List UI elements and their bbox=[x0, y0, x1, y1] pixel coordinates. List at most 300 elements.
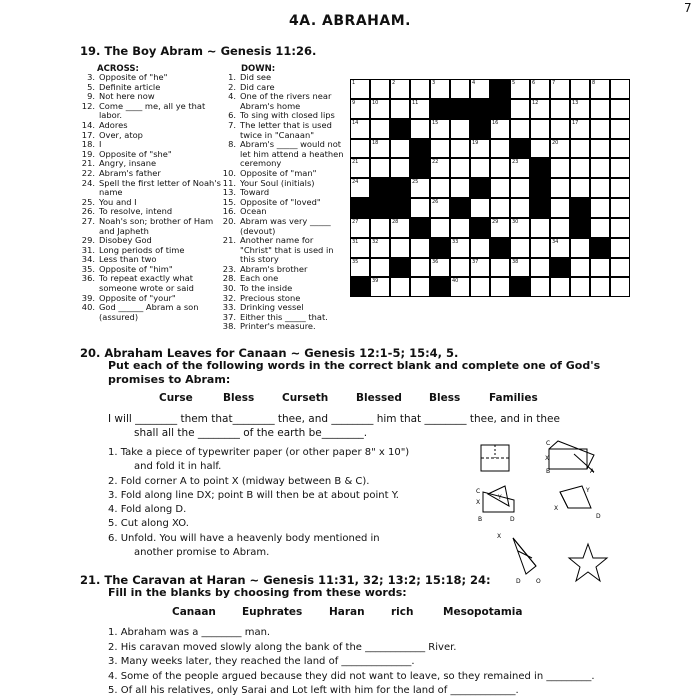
crossword-cell[interactable] bbox=[610, 158, 630, 178]
clue-text: Abram was very _____ (devout) bbox=[240, 215, 331, 236]
crossword-black-cell bbox=[530, 178, 550, 198]
crossword-black-cell bbox=[450, 198, 470, 218]
crossword-cell[interactable] bbox=[430, 158, 450, 178]
clue-across bbox=[78, 274, 226, 293]
crossword-cell[interactable] bbox=[550, 218, 570, 238]
across-clues bbox=[78, 73, 226, 322]
crossword-cell[interactable] bbox=[490, 119, 510, 139]
word-bank-item: Canaan bbox=[172, 606, 216, 618]
crossword-cell[interactable] bbox=[530, 277, 550, 297]
crossword-cell[interactable] bbox=[450, 238, 470, 258]
clue-text: Disobey God bbox=[99, 235, 152, 246]
crossword-cell[interactable] bbox=[610, 277, 630, 297]
star-icon bbox=[569, 544, 607, 581]
crossword-cell[interactable] bbox=[390, 238, 410, 258]
crossword-cell[interactable] bbox=[510, 79, 530, 99]
crossword-cell[interactable] bbox=[350, 158, 370, 178]
section-21-instruction: Fill in the blanks by choosing from these words: bbox=[108, 586, 407, 599]
clue-down bbox=[219, 236, 345, 265]
crossword-cell[interactable] bbox=[570, 277, 590, 297]
crossword-black-cell bbox=[590, 238, 610, 258]
crossword-cell-number: 18 bbox=[372, 139, 379, 146]
crossword-black-cell bbox=[430, 238, 450, 258]
clue-text: Did see bbox=[240, 72, 272, 82]
step: 2. Fold corner A to point X (midway between B & C). bbox=[108, 475, 370, 487]
clue-text: Another name for "Christ" that is used in this story bbox=[240, 235, 334, 265]
crossword-cell[interactable] bbox=[470, 198, 490, 218]
crossword-cell[interactable] bbox=[510, 178, 530, 198]
crossword-cell[interactable] bbox=[550, 79, 570, 99]
clue-number: 6. bbox=[228, 110, 236, 121]
crossword-cell[interactable] bbox=[590, 79, 610, 99]
clue-down bbox=[219, 73, 345, 83]
word-bank-item: Families bbox=[489, 392, 538, 404]
clue-text: Not here now bbox=[99, 91, 155, 102]
clue-text: Drinking vessel bbox=[240, 302, 304, 313]
clue-number: 37. bbox=[222, 311, 236, 322]
clue-number: 21. bbox=[222, 235, 236, 246]
crossword-cell[interactable] bbox=[590, 258, 610, 278]
crossword-cell[interactable] bbox=[610, 258, 630, 278]
step: 5. Cut along XO. bbox=[108, 518, 189, 530]
clue-number: 3. bbox=[87, 72, 95, 82]
section-20-heading: 20. Abraham Leaves for Canaan ~ Genesis 12:1-5; 15:4, 5. bbox=[80, 346, 459, 360]
crossword-cell[interactable] bbox=[490, 139, 510, 159]
crossword-cell[interactable] bbox=[490, 258, 510, 278]
crossword-cell[interactable] bbox=[570, 79, 590, 99]
clue-number: 20. bbox=[222, 215, 236, 226]
crossword-black-cell bbox=[390, 198, 410, 218]
crossword-black-cell bbox=[370, 178, 390, 198]
crossword-cell[interactable] bbox=[390, 218, 410, 238]
crossword-cell[interactable] bbox=[350, 258, 370, 278]
clue-number: 32. bbox=[222, 292, 236, 303]
crossword-cell[interactable] bbox=[590, 99, 610, 119]
crossword-cell[interactable] bbox=[350, 99, 370, 119]
word-bank-item: Haran bbox=[329, 606, 365, 618]
section-21-heading: 21. The Caravan at Haran ~ Genesis 11:31, 32; 13:2; 15:18; 24: bbox=[80, 573, 491, 587]
clue-text: Precious stone bbox=[240, 292, 301, 303]
svg-text:X: X bbox=[545, 455, 550, 462]
crossword-cell[interactable] bbox=[470, 277, 490, 297]
clue-text: Definite article bbox=[99, 81, 161, 92]
crossword-cell[interactable] bbox=[430, 79, 450, 99]
crossword-cell[interactable] bbox=[490, 158, 510, 178]
clue-text: Abram's _____ would not let him attend a heathen ceremony bbox=[240, 139, 344, 169]
crossword-cell[interactable] bbox=[390, 99, 410, 119]
crossword-cell[interactable] bbox=[610, 99, 630, 119]
crossword-cell[interactable] bbox=[430, 258, 450, 278]
crossword-cell[interactable] bbox=[590, 158, 610, 178]
crossword-cell[interactable] bbox=[470, 79, 490, 99]
clue-down bbox=[219, 179, 345, 189]
crossword-cell[interactable] bbox=[410, 198, 430, 218]
crossword-cell[interactable] bbox=[410, 79, 430, 99]
clue-number: 25. bbox=[81, 196, 95, 207]
crossword-cell[interactable] bbox=[430, 119, 450, 139]
crossword-cell[interactable] bbox=[410, 99, 430, 119]
crossword-cell[interactable] bbox=[370, 277, 390, 297]
crossword-cell[interactable] bbox=[450, 79, 470, 99]
crossword-cell[interactable] bbox=[610, 178, 630, 198]
clue-text: Ocean bbox=[240, 206, 267, 217]
crossword-grid[interactable] bbox=[350, 79, 630, 317]
crossword-cell[interactable] bbox=[490, 198, 510, 218]
crossword-cell[interactable] bbox=[430, 198, 450, 218]
crossword-cell[interactable] bbox=[550, 158, 570, 178]
crossword-cell[interactable] bbox=[370, 238, 390, 258]
clue-text: Spell the first letter of Noah's name bbox=[99, 177, 221, 198]
svg-text:Y: Y bbox=[586, 487, 590, 494]
clue-number: 29. bbox=[81, 235, 95, 246]
crossword-cell[interactable] bbox=[450, 119, 470, 139]
clue-number: 10. bbox=[222, 167, 236, 178]
crossword-cell[interactable] bbox=[350, 139, 370, 159]
fill-in-questions bbox=[108, 626, 595, 699]
crossword-cell[interactable] bbox=[570, 99, 590, 119]
crossword-black-cell bbox=[430, 277, 450, 297]
crossword-cell-number: 22 bbox=[432, 159, 439, 166]
crossword-cell[interactable] bbox=[510, 238, 530, 258]
svg-text:C: C bbox=[476, 488, 481, 495]
crossword-cell-number: 31 bbox=[352, 238, 359, 245]
clue-text: God ______ Abram a son (assured) bbox=[99, 302, 199, 322]
crossword-cell[interactable] bbox=[370, 218, 390, 238]
step: 4. Fold along D. bbox=[108, 504, 187, 516]
clue-down bbox=[219, 92, 345, 111]
step: 6. Unfold. You will have a heavenly body mentioned in bbox=[108, 532, 380, 544]
crossword-cell-number: 13 bbox=[572, 99, 579, 106]
crossword-black-cell bbox=[450, 99, 470, 119]
crossword-cell[interactable] bbox=[510, 258, 530, 278]
svg-text:B: B bbox=[478, 516, 483, 523]
clue-number: 36. bbox=[81, 273, 95, 284]
clue-text: To sing with closed lips bbox=[240, 110, 335, 121]
crossword-cell[interactable] bbox=[510, 119, 530, 139]
crossword-cell[interactable] bbox=[370, 99, 390, 119]
crossword-cell[interactable] bbox=[570, 178, 590, 198]
clue-number: 24. bbox=[81, 177, 95, 188]
crossword-cell-number: 28 bbox=[392, 218, 399, 225]
crossword-cell[interactable] bbox=[550, 238, 570, 258]
crossword-cell[interactable] bbox=[470, 258, 490, 278]
crossword-cell[interactable] bbox=[370, 139, 390, 159]
clue-number: 27. bbox=[81, 215, 95, 226]
page-title: 4A. ABRAHAM. bbox=[289, 13, 411, 29]
svg-text:X: X bbox=[497, 533, 502, 540]
crossword-cell[interactable] bbox=[530, 258, 550, 278]
clue-text: Long periods of time bbox=[99, 244, 185, 255]
crossword-cell-number: 37 bbox=[472, 258, 479, 265]
crossword-black-cell bbox=[410, 218, 430, 238]
crossword-cell[interactable] bbox=[530, 218, 550, 238]
question: 4. Some of the people argued because they did not want to leave, so they remained in _________. bbox=[108, 670, 595, 682]
crossword-cell[interactable] bbox=[430, 178, 450, 198]
crossword-cell[interactable] bbox=[570, 119, 590, 139]
crossword-cell[interactable] bbox=[350, 238, 370, 258]
crossword-cell-number: 9 bbox=[352, 99, 356, 106]
crossword-cell[interactable] bbox=[550, 178, 570, 198]
clue-number: 2. bbox=[228, 81, 236, 92]
crossword-cell-number: 12 bbox=[532, 99, 539, 106]
crossword-cell[interactable] bbox=[350, 178, 370, 198]
clue-text: Opposite of "he" bbox=[99, 72, 168, 82]
crossword-cell[interactable] bbox=[450, 178, 470, 198]
crossword-cell[interactable] bbox=[390, 277, 410, 297]
clue-number: 1. bbox=[228, 72, 236, 82]
crossword-cell[interactable] bbox=[450, 158, 470, 178]
crossword-black-cell bbox=[530, 198, 550, 218]
crossword-cell[interactable] bbox=[370, 119, 390, 139]
clue-text: Less than two bbox=[99, 254, 157, 265]
crossword-cell-number: 35 bbox=[352, 258, 359, 265]
crossword-cell-number: 3 bbox=[432, 80, 436, 86]
svg-text:A: A bbox=[590, 468, 595, 475]
crossword-black-cell bbox=[390, 258, 410, 278]
crossword-cell[interactable] bbox=[590, 178, 610, 198]
clue-text: Your Soul (initials) bbox=[240, 177, 315, 188]
crossword-cell[interactable] bbox=[350, 218, 370, 238]
svg-text:D: D bbox=[516, 578, 521, 585]
crossword-cell-number: 16 bbox=[492, 119, 499, 126]
crossword-cell[interactable] bbox=[590, 139, 610, 159]
crossword-cell[interactable] bbox=[410, 238, 430, 258]
crossword-cell[interactable] bbox=[570, 258, 590, 278]
crossword-cell-number: 19 bbox=[472, 139, 479, 146]
crossword-cell[interactable] bbox=[530, 119, 550, 139]
crossword-cell[interactable] bbox=[350, 79, 370, 99]
crossword-cell-number: 5 bbox=[512, 80, 516, 86]
crossword-cell[interactable] bbox=[610, 79, 630, 99]
clue-text: Noah's son; brother of Ham and Japheth bbox=[99, 215, 214, 236]
crossword-cell[interactable] bbox=[510, 198, 530, 218]
crossword-cell[interactable] bbox=[550, 139, 570, 159]
crossword-cell[interactable] bbox=[450, 258, 470, 278]
clue-number: 28. bbox=[222, 273, 236, 284]
clue-across bbox=[78, 303, 226, 322]
clue-text: Opposite of "loved" bbox=[240, 196, 321, 207]
crossword-cell[interactable] bbox=[350, 119, 370, 139]
crossword-cell[interactable] bbox=[410, 119, 430, 139]
crossword-cell-number: 14 bbox=[352, 119, 359, 126]
down-clues bbox=[219, 73, 345, 332]
clue-text: I bbox=[99, 139, 102, 150]
crossword-black-cell bbox=[570, 218, 590, 238]
clue-down bbox=[219, 121, 345, 140]
folding-diagram bbox=[470, 436, 610, 586]
clue-text: To resolve, intend bbox=[99, 206, 173, 217]
clue-text: Opposite of "man" bbox=[240, 167, 317, 178]
crossword-cell[interactable] bbox=[510, 99, 530, 119]
crossword-cell[interactable] bbox=[610, 198, 630, 218]
question: 3. Many weeks later, they reached the land of ______________. bbox=[108, 656, 415, 668]
crossword-cell[interactable] bbox=[510, 158, 530, 178]
clue-across bbox=[78, 217, 226, 236]
crossword-black-cell bbox=[370, 198, 390, 218]
crossword-black-cell bbox=[490, 79, 510, 99]
promise-line-1: I will ________ them that________ thee, and ________ him that ________ thee, and in thee bbox=[108, 413, 560, 425]
crossword-cell-number: 40 bbox=[452, 278, 459, 285]
clue-number: 35. bbox=[81, 263, 95, 274]
crossword-cell[interactable] bbox=[370, 79, 390, 99]
svg-text:X: X bbox=[554, 505, 559, 512]
crossword-cell[interactable] bbox=[430, 218, 450, 238]
clue-text: Did care bbox=[240, 81, 275, 92]
word-bank-item: rich bbox=[391, 606, 414, 618]
word-bank-item: Curse bbox=[159, 392, 193, 404]
word-bank-item: Blessed bbox=[356, 392, 402, 404]
svg-text:D: D bbox=[596, 513, 601, 520]
crossword-cell[interactable] bbox=[470, 158, 490, 178]
crossword-cell[interactable] bbox=[510, 218, 530, 238]
promise-line-2: shall all the ________ of the earth be________. bbox=[134, 427, 368, 439]
crossword-cell[interactable] bbox=[590, 198, 610, 218]
crossword-black-cell bbox=[430, 99, 450, 119]
clue-number: 17. bbox=[81, 129, 95, 140]
clue-number: 15. bbox=[222, 196, 236, 207]
crossword-cell[interactable] bbox=[390, 139, 410, 159]
crossword-cell-number: 6 bbox=[532, 80, 536, 86]
crossword-cell[interactable] bbox=[590, 277, 610, 297]
clue-number: 5. bbox=[87, 81, 95, 92]
svg-text:Y: Y bbox=[498, 494, 502, 501]
clue-text: To repeat exactly what someone wrote or said bbox=[99, 273, 194, 294]
crossword-cell-number: 30 bbox=[512, 218, 519, 225]
clue-number: 39. bbox=[81, 292, 95, 303]
crossword-cell[interactable] bbox=[590, 119, 610, 139]
crossword-black-cell bbox=[470, 99, 490, 119]
crossword-black-cell bbox=[490, 99, 510, 119]
crossword-cell-number: 39 bbox=[372, 278, 379, 285]
clue-down bbox=[219, 322, 345, 332]
clue-number: 34. bbox=[81, 254, 95, 265]
clue-text: Angry, insane bbox=[99, 158, 157, 169]
crossword-cell[interactable] bbox=[390, 79, 410, 99]
clue-number: 11. bbox=[222, 177, 236, 188]
crossword-cell[interactable] bbox=[430, 139, 450, 159]
crossword-cell-number: 15 bbox=[432, 119, 439, 126]
crossword-cell[interactable] bbox=[550, 99, 570, 119]
crossword-cell[interactable] bbox=[550, 198, 570, 218]
clue-down bbox=[219, 265, 345, 275]
question: 2. His caravan moved slowly along the bank of the ____________ River. bbox=[108, 641, 457, 653]
crossword-cell[interactable] bbox=[570, 238, 590, 258]
folding-steps bbox=[108, 446, 409, 560]
crossword-cell[interactable] bbox=[390, 158, 410, 178]
crossword-cell-number: 2 bbox=[392, 80, 396, 86]
crossword-cell[interactable] bbox=[410, 277, 430, 297]
crossword-cell-number: 27 bbox=[352, 218, 359, 225]
clue-text: Each one bbox=[240, 273, 279, 284]
crossword-black-cell bbox=[530, 158, 550, 178]
question: 5. Of all his relatives, only Sarai and Lot left with him for the land of _____________. bbox=[108, 685, 519, 697]
crossword-cell-number: 33 bbox=[452, 238, 459, 245]
crossword-cell[interactable] bbox=[530, 79, 550, 99]
crossword-cell-number: 1 bbox=[352, 80, 356, 86]
crossword-black-cell bbox=[510, 277, 530, 297]
crossword-cell-number: 36 bbox=[432, 258, 439, 265]
clue-text: To the inside bbox=[240, 283, 293, 294]
crossword-cell[interactable] bbox=[610, 119, 630, 139]
crossword-cell[interactable] bbox=[550, 277, 570, 297]
clue-text: The letter that is used twice in "Canaan" bbox=[240, 119, 332, 140]
clue-across bbox=[78, 179, 226, 198]
clue-number: 26. bbox=[81, 206, 95, 217]
crossword-cell[interactable] bbox=[570, 139, 590, 159]
crossword-cell[interactable] bbox=[370, 158, 390, 178]
crossword-black-cell bbox=[490, 238, 510, 258]
word-bank-item: Bless bbox=[223, 392, 255, 404]
clue-number: 4. bbox=[228, 91, 236, 102]
crossword-cell[interactable] bbox=[610, 238, 630, 258]
crossword-cell-number: 23 bbox=[512, 159, 519, 166]
crossword-cell[interactable] bbox=[590, 218, 610, 238]
crossword-cell[interactable] bbox=[370, 258, 390, 278]
crossword-cell[interactable] bbox=[490, 277, 510, 297]
crossword-cell[interactable] bbox=[450, 139, 470, 159]
crossword-cell[interactable] bbox=[470, 139, 490, 159]
clue-number: 9. bbox=[87, 91, 95, 102]
crossword-cell-number: 21 bbox=[352, 159, 359, 166]
crossword-cell[interactable] bbox=[450, 277, 470, 297]
crossword-cell-number: 24 bbox=[352, 179, 359, 186]
crossword-cell-number: 11 bbox=[412, 99, 419, 106]
crossword-black-cell bbox=[410, 139, 430, 159]
crossword-cell[interactable] bbox=[490, 178, 510, 198]
question: 1. Abraham was a ________ man. bbox=[108, 627, 271, 638]
crossword-cell-number: 29 bbox=[492, 218, 499, 225]
clue-number: 18. bbox=[81, 139, 95, 150]
crossword-cell[interactable] bbox=[470, 238, 490, 258]
word-bank-item: Euphrates bbox=[242, 606, 303, 618]
clue-number: 21. bbox=[81, 158, 95, 169]
clue-text: Abram's father bbox=[99, 167, 161, 178]
clue-text: Toward bbox=[240, 187, 270, 198]
crossword-cell[interactable] bbox=[410, 258, 430, 278]
clue-down bbox=[219, 140, 345, 169]
svg-text:D: D bbox=[510, 516, 515, 523]
crossword-cell[interactable] bbox=[530, 99, 550, 119]
clue-number: 33. bbox=[222, 302, 236, 313]
crossword-cell[interactable] bbox=[550, 119, 570, 139]
clue-text: Come ____ me, all ye that labor. bbox=[99, 100, 206, 121]
crossword-cell[interactable] bbox=[450, 218, 470, 238]
clue-number: 7. bbox=[228, 119, 236, 130]
page-number: 7 bbox=[684, 1, 692, 15]
crossword-cell[interactable] bbox=[530, 238, 550, 258]
crossword-cell[interactable] bbox=[530, 139, 550, 159]
crossword-cell[interactable] bbox=[610, 139, 630, 159]
clue-number: 19. bbox=[81, 148, 95, 159]
crossword-cell[interactable] bbox=[410, 178, 430, 198]
clue-text: Over, atop bbox=[99, 129, 143, 140]
crossword-cell[interactable] bbox=[610, 218, 630, 238]
crossword-cell[interactable] bbox=[490, 218, 510, 238]
crossword-black-cell bbox=[550, 258, 570, 278]
crossword-cell-number: 7 bbox=[552, 80, 556, 86]
clue-text: Opposite of "she" bbox=[99, 148, 172, 159]
down-label: DOWN: bbox=[241, 64, 276, 74]
crossword-cell[interactable] bbox=[570, 158, 590, 178]
crossword-black-cell bbox=[510, 139, 530, 159]
clue-text: Opposite of "your" bbox=[99, 292, 176, 303]
section-20-instruction: Put each of the following words in the correct blank and complete one of God's promises to Abram: bbox=[108, 359, 601, 386]
clue-text: Printer's measure. bbox=[240, 321, 316, 332]
crossword-black-cell bbox=[350, 198, 370, 218]
crossword-black-cell bbox=[410, 158, 430, 178]
svg-text:O: O bbox=[536, 578, 541, 585]
word-bank-item: Bless bbox=[429, 392, 461, 404]
